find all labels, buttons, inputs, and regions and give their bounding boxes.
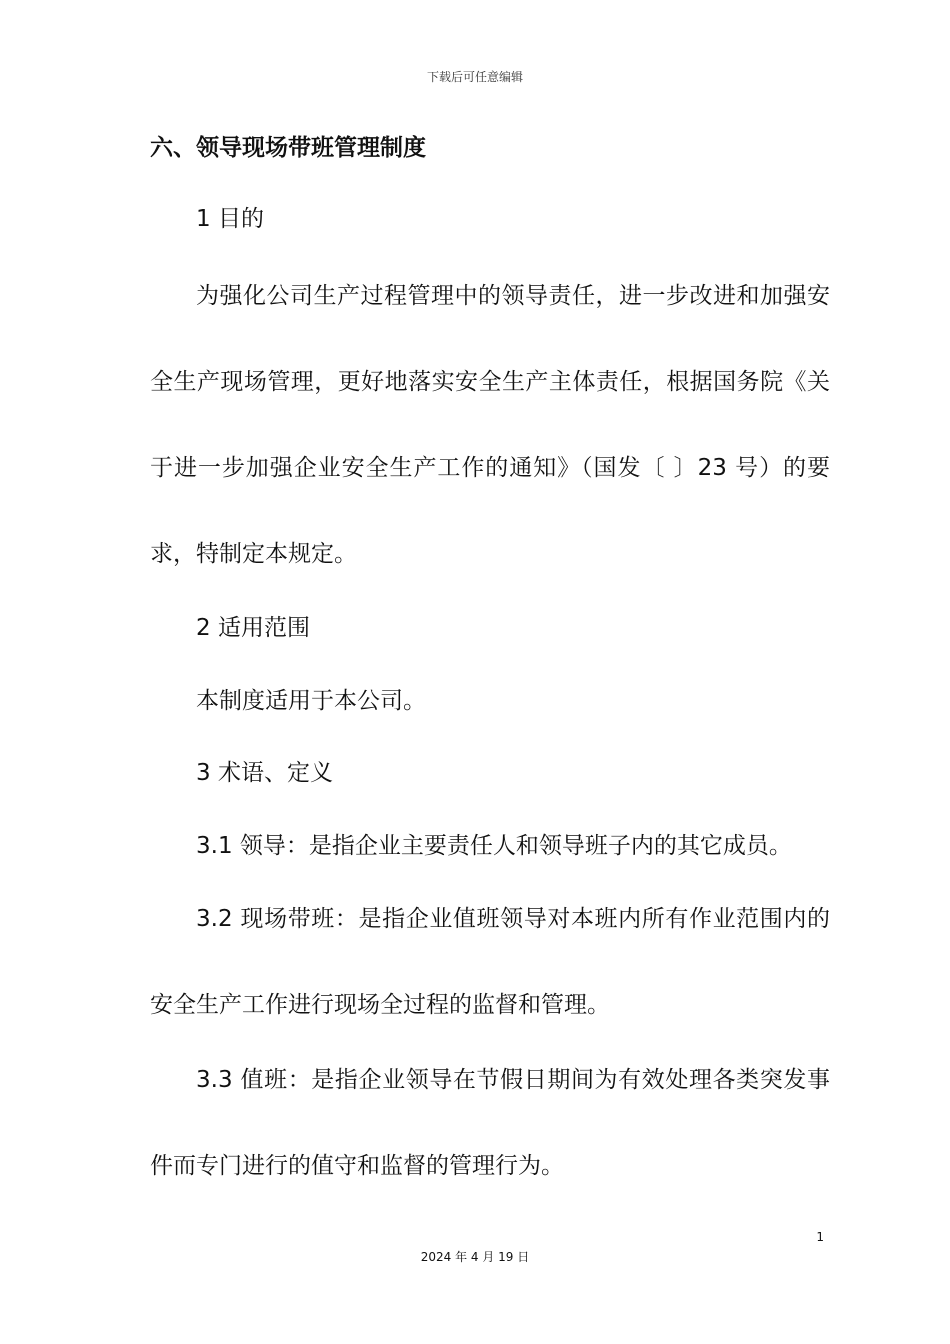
section-1-paragraph-line: 求，特制定本规定。: [150, 541, 357, 567]
section-2-paragraph-line: 本制度适用于本公司。: [196, 688, 426, 714]
definition-3-3-line: 3.3 值班：是指企业领导在节假日期间为有效处理各类突发事: [196, 1067, 830, 1093]
section-1-heading: 1 目的: [196, 206, 264, 232]
page-number: 1: [816, 1230, 824, 1244]
definition-3-1-line: 3.1 领导：是指企业主要责任人和领导班子内的其它成员。: [196, 833, 792, 859]
section-2-heading: 2 适用范围: [196, 615, 310, 641]
page-header: 下载后可任意编辑: [426, 70, 523, 84]
definition-3-2-line: 3.2 现场带班：是指企业值班领导对本班内所有作业范围内的: [196, 906, 830, 932]
document-title: 六、领导现场带班管理制度: [150, 135, 426, 161]
section-1-paragraph-line: 为强化公司生产过程管理中的领导责任，进一步改进和加强安: [196, 283, 830, 309]
definition-3-3-line: 件而专门进行的值守和监督的管理行为。: [150, 1153, 564, 1179]
section-1-paragraph-line: 全生产现场管理，更好地落实安全生产主体责任，根据国务院《关: [150, 369, 830, 395]
section-1-paragraph-line: 于进一步加强企业安全生产工作的通知》（国发〔 〕23 号）的要: [150, 455, 830, 481]
section-3-heading: 3 术语、定义: [196, 760, 333, 786]
definition-3-2-line: 安全生产工作进行现场全过程的监督和管理。: [150, 992, 610, 1018]
page-footer-date: 2024 年 4 月 19 日: [420, 1250, 530, 1264]
